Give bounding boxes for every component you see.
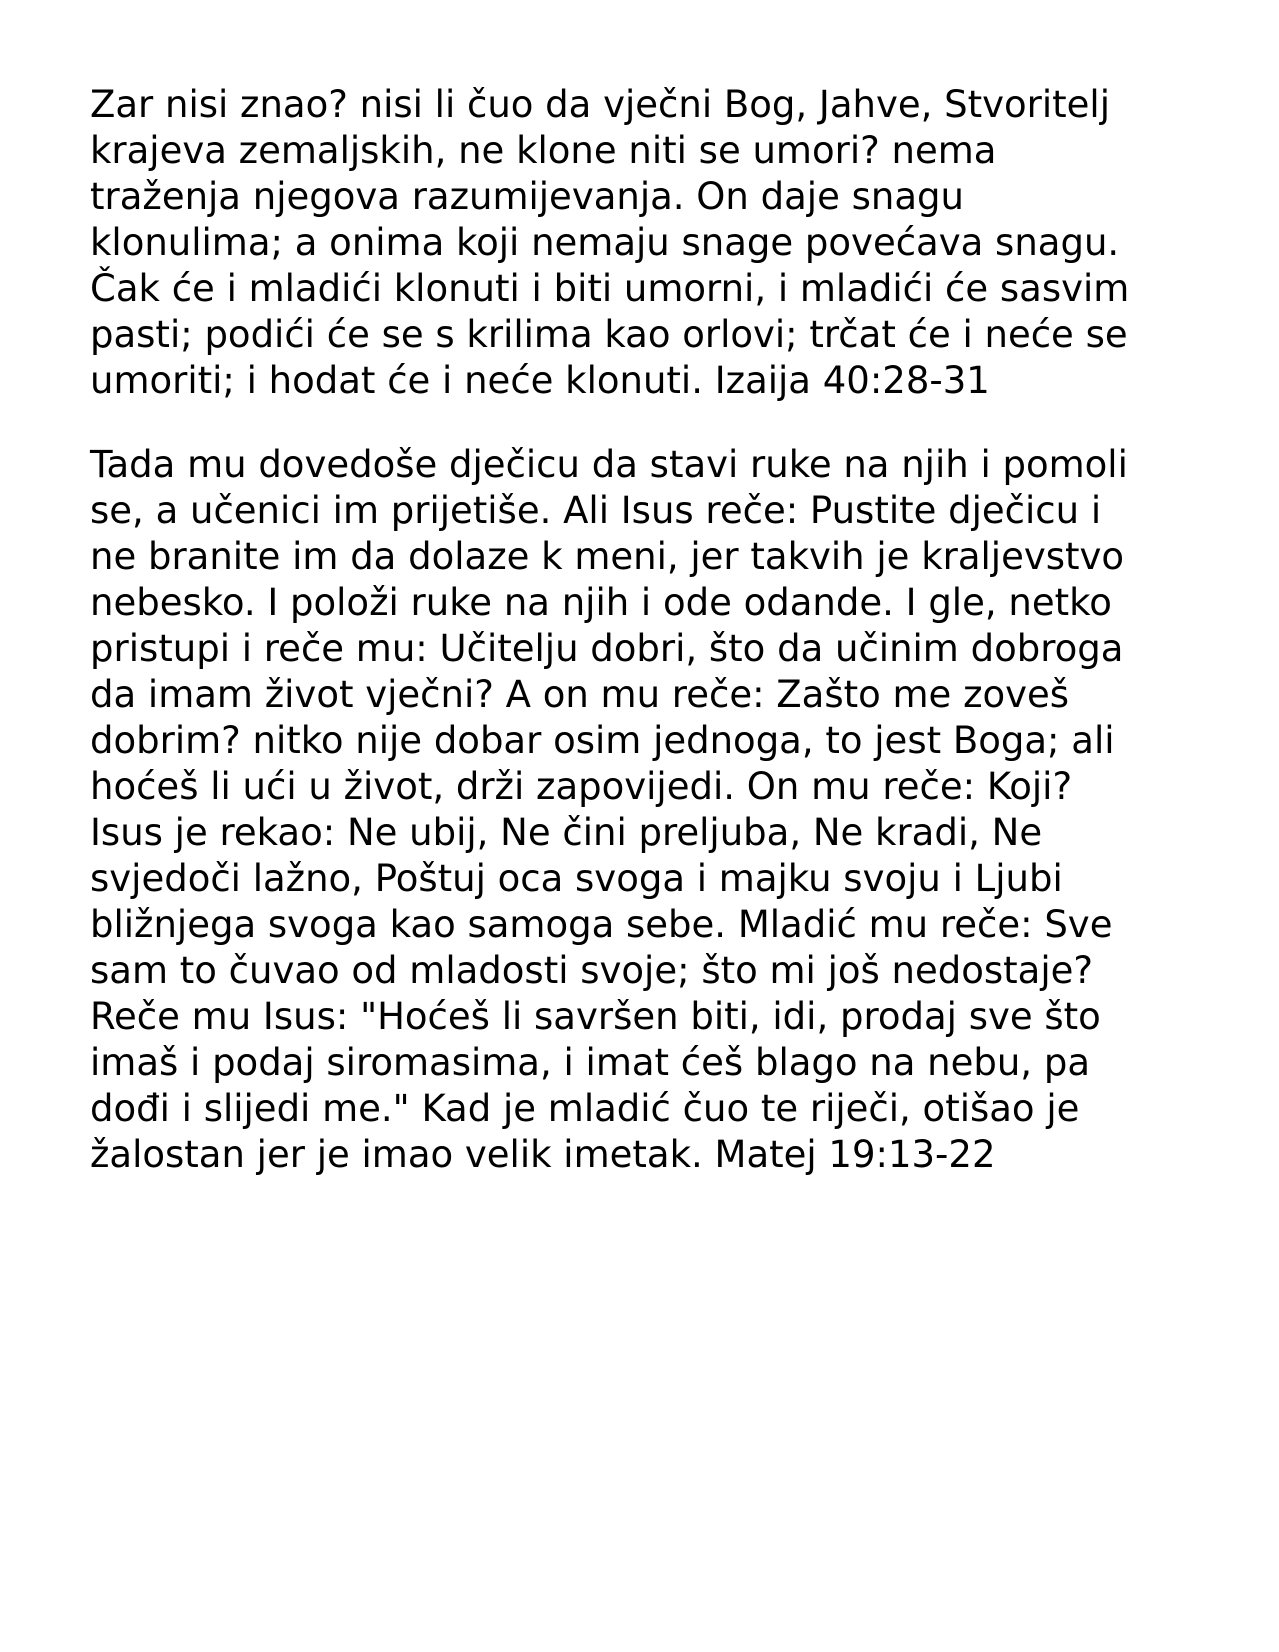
text-line: Tada mu dovedoše dječicu da stavi ruke na njih i pomoli — [90, 443, 1128, 486]
text-line: imaš i podaj siromasima, i imat ćeš blago na nebu, pa — [90, 1041, 1090, 1084]
text-line: Čak će i mladići klonuti i biti umorni, i mladići će sasvim — [90, 267, 1130, 310]
text-line: pasti; podići će se s krilima kao orlovi; trčat će i neće se — [90, 313, 1128, 356]
text-line: klonulima; a onima koji nemaju snage povećava snagu. — [90, 221, 1120, 264]
text-line: sam to čuvao od mladosti svoje; što mi još nedostaje? — [90, 949, 1094, 992]
text-line: žalostan jer je imao velik imetak. Matej 19:13-22 — [90, 1133, 996, 1176]
text-line: pristupi i reče mu: Učitelju dobri, što da učinim dobroga — [90, 627, 1124, 670]
text-line: ne branite im da dolaze k meni, jer takvih je kraljevstvo — [90, 535, 1125, 578]
text-line: traženja njegova razumijevanja. On daje snagu — [90, 175, 964, 218]
text-line: svjedoči lažno, Poštuj oca svoga i majku svoju i Ljubi — [90, 857, 1063, 900]
text-line: krajeva zemaljskih, ne klone niti se umori? nema — [90, 129, 997, 172]
text-line: se, a učenici im prijetiše. Ali Isus reče: Pustite dječicu i — [90, 489, 1102, 532]
paragraph-isaiah — [90, 82, 1240, 404]
text-line: da imam život vječni? A on mu reče: Zašto me zoveš — [90, 673, 1070, 716]
text-line: Zar nisi znao? nisi li čuo da vječni Bog, Jahve, Stvoritelj — [90, 83, 1110, 126]
text-line: umoriti; i hodat će i neće klonuti. Izaija 40:28-31 — [90, 359, 990, 402]
text-line: hoćeš li ući u život, drži zapovijedi. On mu reče: Koji? — [90, 765, 1073, 808]
paragraph-matthew — [90, 442, 1240, 1178]
text-line: nebesko. I položi ruke na njih i ode odande. I gle, netko — [90, 581, 1112, 624]
text-line: Reče mu Isus: "Hoćeš li savršen biti, idi, prodaj sve što — [90, 995, 1101, 1038]
text-line: Isus je rekao: Ne ubij, Ne čini preljuba, Ne kradi, Ne — [90, 811, 1043, 854]
text-line: dođi i slijedi me." Kad je mladić čuo te riječi, otišao je — [90, 1087, 1080, 1130]
text-line: bližnjega svoga kao samoga sebe. Mladić mu reče: Sve — [90, 903, 1113, 946]
text-line: dobrim? nitko nije dobar osim jednoga, to jest Boga; ali — [90, 719, 1115, 762]
